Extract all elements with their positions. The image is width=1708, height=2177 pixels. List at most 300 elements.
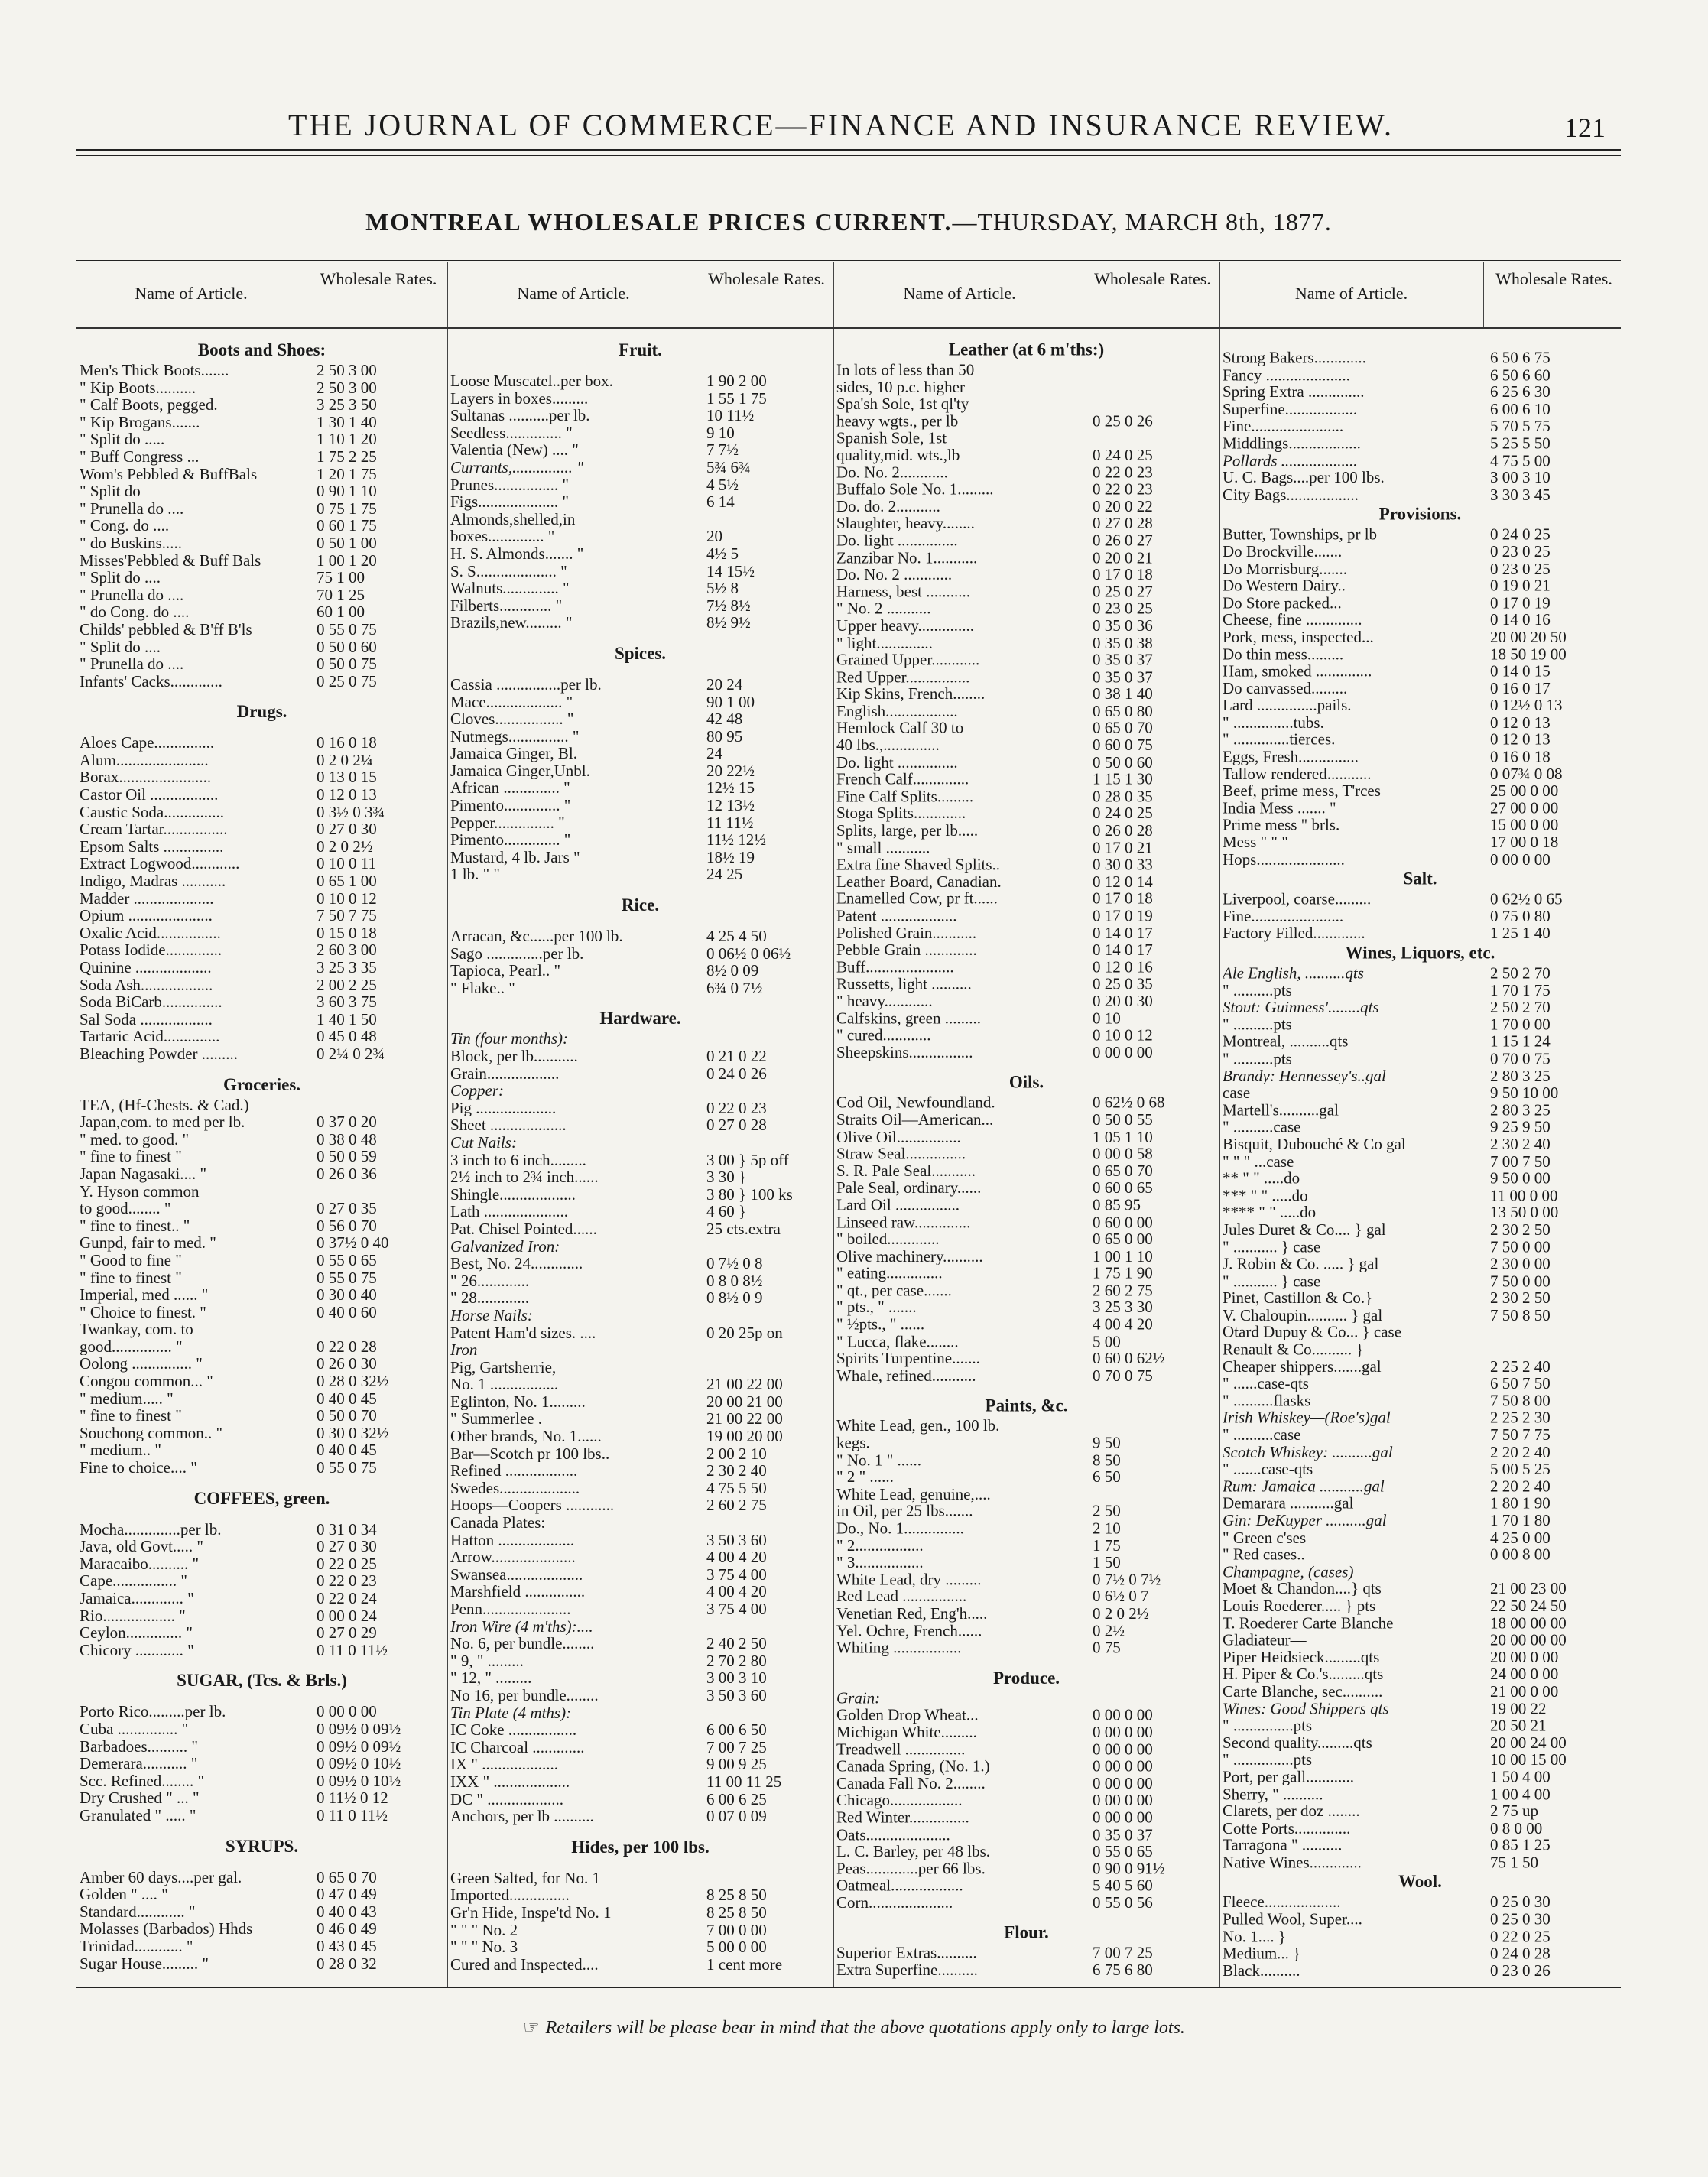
- article-name: Native Wines.............: [1223, 1854, 1362, 1871]
- wholesale-rate: 0 6½ 0 7: [1093, 1587, 1149, 1606]
- wholesale-rate: 0 10 0 12: [317, 889, 377, 908]
- article-name: City Bags..................: [1223, 486, 1359, 504]
- wholesale-rate: 0 19 0 21: [1490, 577, 1551, 595]
- price-row: [76, 1807, 447, 1824]
- article-name: " Split do: [80, 483, 141, 500]
- price-row: [833, 1945, 1219, 1961]
- article-name: Buff......................: [836, 958, 954, 976]
- price-row: [76, 1703, 447, 1720]
- price-row: [76, 1886, 447, 1903]
- article-name: Canada Plates:: [450, 1514, 546, 1532]
- price-row: [447, 459, 833, 476]
- price-row: [447, 1462, 833, 1480]
- price-row: [1219, 1911, 1621, 1928]
- article-name: Copper:: [450, 1082, 504, 1100]
- wholesale-rate: 0 55 0 56: [1093, 1894, 1153, 1912]
- wholesale-rate: 0 90 1 10: [317, 483, 377, 500]
- price-row: [1219, 1700, 1621, 1717]
- article-name: Superfine..................: [1223, 400, 1358, 418]
- article-name: Indigo, Madras ...........: [80, 872, 226, 890]
- price-row: [833, 1111, 1219, 1128]
- article-name: Filberts............. ": [450, 596, 563, 615]
- wholesale-rate: 0 16 0 18: [317, 734, 377, 752]
- article-name: Sheet ...................: [450, 1116, 567, 1134]
- article-name: Red Upper................: [836, 668, 970, 686]
- article-name: Beef, prime mess, T'rces: [1223, 782, 1381, 800]
- article-name: Soda BiCarb...............: [80, 993, 222, 1011]
- price-row: [833, 1282, 1219, 1298]
- spacer: [447, 917, 833, 928]
- article-name: Do Brockville.......: [1223, 543, 1343, 560]
- wholesale-rate: 90 1 00: [706, 693, 755, 711]
- article-name: No. 1 .................: [450, 1376, 559, 1393]
- spacer: [833, 1656, 1219, 1667]
- article-name: Harness, best ...........: [836, 583, 970, 601]
- price-row: [1219, 965, 1621, 982]
- price-row: [1219, 612, 1621, 629]
- wholesale-rates-header: Wholesale Rates.: [1094, 269, 1211, 288]
- wholesale-rate: 0 21 0 22: [706, 1048, 767, 1065]
- article-name: Other brands, No. 1......: [450, 1428, 602, 1445]
- price-row: [833, 635, 1219, 651]
- price-row: [447, 1324, 833, 1342]
- price-column-3: [833, 262, 1220, 1987]
- wholesale-rate: 0 65 0 00: [1093, 1230, 1153, 1248]
- wholesale-rate: 0 2 0 2½: [1093, 1605, 1149, 1623]
- article-name: Liverpool, coarse.........: [1223, 890, 1372, 908]
- wholesale-rate: 0 22 0 23: [317, 1572, 377, 1590]
- article-name: Yel. Ochre, French......: [836, 1622, 982, 1639]
- wholesale-rate: 0 17 0 18: [1093, 566, 1153, 583]
- price-row: [833, 1367, 1219, 1384]
- section-heading: [1219, 868, 1621, 891]
- article-name: Straits Oil—American...: [836, 1111, 994, 1129]
- price-row: [1219, 782, 1621, 799]
- wholesale-rate: 12 13½: [706, 797, 755, 814]
- wholesale-rate: 0 09½ 0 09½: [317, 1737, 401, 1756]
- article-name: Hops......................: [1223, 850, 1345, 869]
- wholesale-rate: 0 00 0 00: [1093, 1775, 1153, 1792]
- price-row: [833, 1469, 1219, 1486]
- price-row: [1219, 925, 1621, 942]
- article-name: Gladiateur—: [1223, 1631, 1307, 1649]
- article-name: Porto Rico.........per lb.: [80, 1703, 226, 1720]
- article-name: " ..........case: [1223, 1426, 1301, 1444]
- article-name: Valentia (New) .... ": [450, 441, 579, 459]
- wholesale-rate: 2 20 2 40: [1490, 1443, 1551, 1461]
- price-row: [833, 1826, 1219, 1843]
- price-row: [76, 500, 447, 518]
- article-name-header: Name of Article.: [517, 284, 630, 303]
- wholesale-rate: 0 25 0 35: [1093, 975, 1153, 993]
- article-name: Oxalic Acid................: [80, 924, 221, 942]
- wholesale-rate: 0 25 0 75: [317, 672, 377, 690]
- article-name: S. S.................... ": [450, 562, 567, 580]
- article-name: 40 lbs.,..............: [836, 736, 940, 754]
- wholesale-rate: 0 35 0 37: [1093, 651, 1153, 669]
- price-row: [447, 866, 833, 883]
- article-name: Walnuts.............. ": [450, 580, 570, 597]
- section-heading: [447, 894, 833, 917]
- wholesale-rate: 5 70 5 75: [1490, 418, 1551, 435]
- wholesale-rate: 6 50: [1093, 1468, 1121, 1486]
- price-row: [76, 734, 447, 752]
- price-row: [447, 1721, 833, 1739]
- wholesale-rate: 0 75: [1093, 1639, 1121, 1657]
- price-row: [447, 580, 833, 597]
- wholesale-rate: 0 75 1 75: [317, 499, 377, 518]
- wholesale-rate: 21 00 22 00: [706, 1410, 783, 1428]
- article-name: " " " ...case: [1223, 1152, 1294, 1170]
- wholesale-rate: 0 15 0 18: [317, 924, 377, 942]
- article-name: " Flake.. ": [450, 979, 515, 997]
- price-row: [833, 1554, 1219, 1571]
- spacer: [447, 1859, 833, 1870]
- price-row: [76, 1011, 447, 1028]
- wholesale-rates-header: Wholesale Rates.: [1495, 269, 1612, 288]
- article-name: " Buff Congress ...: [80, 447, 200, 466]
- price-row: [447, 390, 833, 408]
- article-name: Kip Skins, French........: [836, 685, 986, 703]
- wholesale-rate: 2 50 3 00: [317, 379, 377, 397]
- article-name: Potass Iodide..............: [80, 941, 222, 959]
- wholesale-rate: 0 25 0 27: [1093, 583, 1153, 601]
- price-row: [1219, 418, 1621, 434]
- wholesale-rate: 0 14 0 16: [1490, 611, 1551, 629]
- price-row: [447, 1307, 833, 1324]
- wholesale-rate: 0 30 0 32½: [317, 1424, 389, 1442]
- article-name: " ...............pts: [1223, 1751, 1313, 1769]
- article-name: Castor Oil .................: [80, 786, 219, 804]
- article-name: Chicory ............ ": [80, 1641, 194, 1659]
- price-row: [447, 563, 833, 580]
- article-name: Men's Thick Boots.......: [80, 362, 229, 379]
- article-name: good............... ": [80, 1337, 183, 1356]
- price-row: [1219, 1324, 1621, 1340]
- price-row: [1219, 1256, 1621, 1272]
- spacer: [447, 996, 833, 1007]
- price-row: [833, 737, 1219, 754]
- price-row: [76, 603, 447, 621]
- article-name: " Red cases..: [1223, 1545, 1305, 1564]
- section-heading: [1219, 503, 1621, 526]
- price-row: [1219, 1785, 1621, 1802]
- wholesale-rate: 25 cts.extra: [706, 1220, 781, 1238]
- wholesale-rate: 24 25: [706, 866, 743, 884]
- price-row: [833, 515, 1219, 531]
- section-heading: [447, 1007, 833, 1030]
- wholesale-rate: 70 1 25: [317, 586, 365, 604]
- article-name: Montreal, ..........qts: [1223, 1033, 1349, 1051]
- wholesale-rate: 2 50 2 70: [1490, 964, 1551, 982]
- article-name: Grain:: [836, 1689, 881, 1707]
- wholesale-rate: 2 25 2 30: [1490, 1409, 1551, 1427]
- article-name: Molasses (Barbados) Hhds: [80, 1920, 253, 1938]
- article-name: Gr'n Hide, Inspe'td No. 1: [450, 1903, 612, 1922]
- article-name: Ale English, ..........qts: [1223, 964, 1364, 982]
- wholesale-rate: 4 00 4 20: [706, 1583, 767, 1600]
- price-row: [833, 1571, 1219, 1587]
- wholesale-rate: 0 22 0 23: [706, 1099, 767, 1117]
- wholesale-rate: 24 00 0 00: [1490, 1665, 1559, 1683]
- article-name: Wom's Pebbled & BuffBals: [80, 465, 258, 483]
- price-row: [76, 552, 447, 570]
- wholesale-rate: 6¾ 0 7½: [706, 979, 763, 997]
- article-name: " fine to finest ": [80, 1407, 182, 1425]
- price-row: [833, 498, 1219, 515]
- article-name: Cut Nails:: [450, 1133, 517, 1152]
- price-row: [1219, 680, 1621, 697]
- wholesale-rate: 12½ 15: [706, 779, 755, 798]
- price-row: [76, 1755, 447, 1772]
- article-name: Martell's..........gal: [1223, 1101, 1339, 1119]
- section-heading: [76, 1669, 447, 1692]
- wholesale-rate: 0 37 0 20: [317, 1113, 377, 1131]
- wholesale-rate: 4 75 5 00: [1490, 452, 1551, 470]
- price-row: [447, 1065, 833, 1083]
- price-row: [447, 1618, 833, 1636]
- wholesale-rate: 1 30 1 40: [317, 413, 377, 431]
- wholesale-rate: 0 25 0 26: [1093, 412, 1153, 430]
- wholesale-rate: 7 00 7 50: [1490, 1152, 1551, 1170]
- wholesale-rate: 1 70 0 00: [1490, 1015, 1551, 1034]
- price-row: [833, 1843, 1219, 1860]
- article-name: Pinet, Castillon & Co.}: [1223, 1289, 1373, 1307]
- wholesale-rate: 0 2 0 2¼: [317, 751, 373, 769]
- article-name: Extra Superfine..........: [836, 1961, 978, 1979]
- price-row: [447, 849, 833, 866]
- wholesale-rate: 2 60 3 00: [317, 941, 377, 959]
- wholesale-rate: 6 50 6 60: [1490, 366, 1551, 384]
- wholesale-rate: 1 50: [1093, 1554, 1121, 1571]
- price-row: [447, 1255, 833, 1272]
- section-heading: [76, 700, 447, 723]
- wholesale-rate: 1 55 1 75: [706, 389, 767, 408]
- wholesale-rates-header: Wholesale Rates.: [708, 269, 825, 288]
- wholesale-rate: 5 25 5 50: [1490, 434, 1551, 453]
- wholesale-rate: 0 11½ 0 12: [317, 1789, 388, 1807]
- article-name: Cream Tartar................: [80, 820, 228, 838]
- price-row: [1219, 1136, 1621, 1152]
- column-body: [76, 339, 447, 1972]
- wholesale-rate: 2 80 3 25: [1490, 1067, 1551, 1085]
- wholesale-rate: 0 65 0 70: [317, 1868, 377, 1886]
- article-name: " do Cong. do ....: [80, 603, 190, 621]
- article-name: Swansea...................: [450, 1565, 583, 1584]
- article-name: Sherry, " ..........: [1223, 1785, 1323, 1803]
- price-row: [833, 993, 1219, 1009]
- article-name: Pig, Gartsherrie,: [450, 1358, 557, 1376]
- article-name: Olive machinery..........: [836, 1247, 983, 1266]
- price-row: [76, 431, 447, 448]
- wholesale-rate: 0 40 0 60: [317, 1303, 377, 1321]
- price-row: [76, 1869, 447, 1886]
- wholesale-rate: 15 00 0 00: [1490, 817, 1559, 834]
- wholesale-rate: 0 11 0 11½: [317, 1641, 388, 1659]
- price-row: [447, 1168, 833, 1186]
- article-name: U. C. Bags....per 100 lbs.: [1223, 469, 1385, 486]
- article-name: Jamaica............. ": [80, 1590, 194, 1607]
- price-row: [447, 1203, 833, 1220]
- price-row: [76, 959, 447, 976]
- price-row: [76, 1772, 447, 1790]
- wholesale-rate: 1 70 1 75: [1490, 981, 1551, 999]
- article-name: Caustic Soda...............: [80, 803, 224, 821]
- wholesale-rate: 0 65 0 70: [1093, 720, 1153, 737]
- spacer: [76, 1824, 447, 1835]
- price-row: [447, 1583, 833, 1600]
- price-row: [833, 600, 1219, 617]
- section-heading: [833, 1395, 1219, 1418]
- wholesale-rate: 0 8 0 8½: [706, 1272, 763, 1290]
- wholesale-rate: 11 00 11 25: [706, 1772, 782, 1791]
- article-name: Tapioca, Pearl.. ": [450, 962, 561, 980]
- price-row: [447, 962, 833, 980]
- article-name: " eating..............: [836, 1265, 943, 1282]
- article-name: Russetts, light ..........: [836, 975, 972, 993]
- article-name: Jamaica Ginger,Unbl.: [450, 762, 590, 780]
- article-name: *** " " .....do: [1223, 1187, 1308, 1204]
- article-name: " ..........pts: [1223, 1015, 1292, 1034]
- article-name: " medium..... ": [80, 1389, 174, 1408]
- wholesale-rate: 3 60 3 75: [317, 993, 377, 1011]
- wholesale-rate: 0 24 0 25: [1093, 447, 1153, 464]
- article-name: Leather Board, Canadian.: [836, 873, 1002, 891]
- wholesale-rate: 0 60 0 00: [1093, 1214, 1153, 1231]
- price-row: [447, 614, 833, 632]
- price-row: [76, 1045, 447, 1063]
- price-row: [447, 831, 833, 849]
- section-title: Provisions.: [1378, 505, 1462, 524]
- article-name: " Choice to finest. ": [80, 1303, 206, 1321]
- price-row: [1219, 1307, 1621, 1324]
- price-row: [1219, 731, 1621, 748]
- article-name: DC " ...................: [450, 1790, 563, 1808]
- price-row: [447, 1428, 833, 1445]
- article-name: Whiting .................: [836, 1639, 962, 1657]
- article-name: Cod Oil, Newfoundland.: [836, 1093, 995, 1112]
- price-row: [76, 1955, 447, 1973]
- wholesale-rate: 0 27 0 28: [1093, 515, 1153, 532]
- wholesale-rate: 0 46 0 49: [317, 1920, 377, 1938]
- article-name: TEA, (Hf-Chests. & Cad.): [80, 1096, 249, 1114]
- article-name: Tartaric Acid..............: [80, 1028, 220, 1045]
- article-name-header: Name of Article.: [135, 284, 248, 303]
- section-heading: [1219, 1871, 1621, 1894]
- article-name: T. Roederer Carte Blanche: [1223, 1614, 1394, 1632]
- price-row: [1219, 435, 1621, 452]
- price-row: [447, 1496, 833, 1514]
- article-name: Cape................ ": [80, 1572, 187, 1590]
- wholesale-rate: 0 27 0 35: [317, 1200, 377, 1217]
- article-name: Peas.............per 66 lbs.: [836, 1860, 986, 1877]
- price-row: [447, 676, 833, 694]
- price-row: [447, 728, 833, 746]
- article-name: Pebble Grain .............: [836, 941, 977, 959]
- price-row: [76, 1200, 447, 1217]
- wholesale-rate: 0 28 0 32: [317, 1954, 377, 1973]
- article-name: Cuba ............... ": [80, 1720, 189, 1738]
- wholesale-rate: 3 30 }: [706, 1168, 747, 1186]
- wholesale-rate: 7 00 7 25: [706, 1738, 767, 1756]
- article-name: Block, per lb...........: [450, 1048, 578, 1065]
- wholesale-rate: 4 5½: [706, 476, 739, 494]
- wholesale-rate: 0 14 0 17: [1093, 924, 1153, 942]
- wholesale-rate: 0 27 0 30: [317, 1538, 377, 1555]
- price-row: [833, 1503, 1219, 1519]
- article-name: Oolong ............... ": [80, 1355, 203, 1373]
- price-row: [76, 1286, 447, 1304]
- price-row: [76, 768, 447, 786]
- article-name: Golden Drop Wheat...: [836, 1706, 979, 1724]
- wholesale-rate: 0 00 0 24: [317, 1607, 377, 1625]
- article-name: H. S. Almonds....... ": [450, 544, 584, 563]
- price-row: [447, 1376, 833, 1393]
- price-row: [76, 1338, 447, 1356]
- price-row: [1219, 366, 1621, 383]
- wholesale-rate: 0 27 0 29: [317, 1624, 377, 1642]
- price-row: [833, 1230, 1219, 1247]
- price-row: [76, 379, 447, 397]
- price-row: [1219, 1962, 1621, 1979]
- wholesale-rate: 2 70 2 80: [706, 1652, 767, 1670]
- article-name: Do. do. 2...........: [836, 498, 940, 515]
- section-title: Wool.: [1398, 1872, 1442, 1892]
- wholesale-rate: 75 1 50: [1490, 1854, 1538, 1871]
- wholesale-rate: 0 55 0 75: [317, 620, 377, 638]
- wholesale-rate: 0 85 1 25: [1490, 1837, 1551, 1854]
- price-row: [833, 839, 1219, 856]
- article-name: Pimento.............. ": [450, 797, 571, 814]
- price-row: [1219, 1802, 1621, 1819]
- article-name: " 12, " .........: [450, 1669, 532, 1687]
- article-name: Renault & Co.......... }: [1223, 1340, 1364, 1358]
- article-name: Do thin mess.........: [1223, 645, 1344, 663]
- price-row: [447, 1480, 833, 1497]
- wholesale-rate: 8½ 9½: [706, 614, 751, 632]
- wholesale-rate: 2 50 3 00: [317, 362, 377, 379]
- price-row: [833, 822, 1219, 839]
- wholesale-rate: 3 50 3 60: [706, 1686, 767, 1704]
- price-row: [1219, 1597, 1621, 1614]
- article-name: " Lucca, flake........: [836, 1333, 959, 1350]
- wholesale-rate: 1 15 1 24: [1490, 1033, 1551, 1051]
- article-name: " Summerlee .: [450, 1410, 542, 1428]
- price-row: [1219, 594, 1621, 611]
- price-row: [447, 1030, 833, 1048]
- price-row: [76, 655, 447, 673]
- price-row: [1219, 1016, 1621, 1033]
- article-name: Marshfield ...............: [450, 1583, 586, 1600]
- wholesale-rate: 0 55 0 65: [1093, 1843, 1153, 1860]
- price-row: [833, 1027, 1219, 1044]
- price-row: [447, 1956, 833, 1974]
- section-title: Wines, Liquors, etc.: [1345, 943, 1495, 963]
- article-name: Stoga Splits.............: [836, 804, 966, 823]
- price-row: [833, 1740, 1219, 1757]
- price-row: [76, 466, 447, 483]
- wholesale-rate: 0 45 0 48: [317, 1028, 377, 1045]
- wholesale-rate: 0 38 1 40: [1093, 685, 1153, 703]
- spacer: [76, 690, 447, 700]
- price-row: [76, 535, 447, 552]
- wholesale-rate: 21 00 23 00: [1490, 1580, 1567, 1598]
- price-row: [833, 1214, 1219, 1230]
- price-row: [833, 908, 1219, 924]
- footnote: [0, 2016, 1708, 2039]
- price-row: [1219, 1170, 1621, 1187]
- wholesale-rate: 0 00 0 00: [1093, 1757, 1153, 1776]
